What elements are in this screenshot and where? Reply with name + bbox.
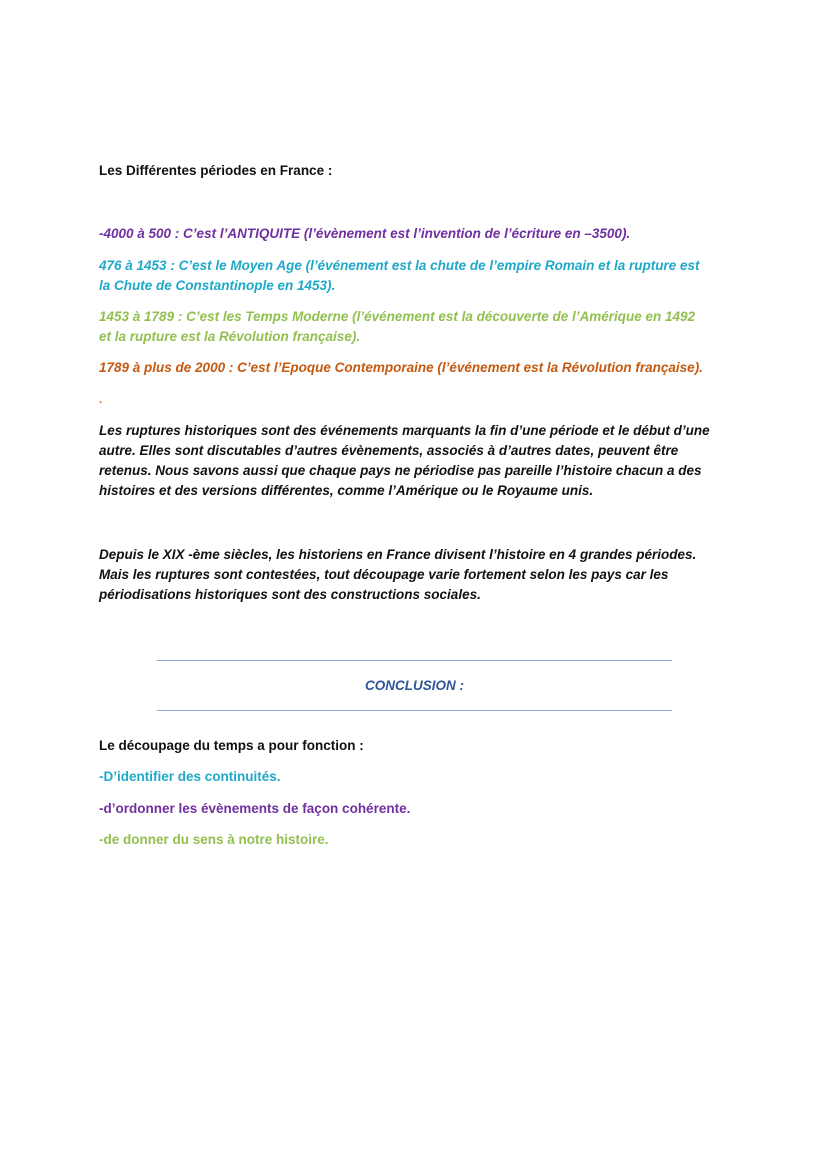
conclusion-item-ordonner: -d’ordonner les évènements de façon cohérente.: [99, 801, 411, 816]
conclusion-heading: CONCLUSION :: [365, 678, 464, 693]
paragraph-line: Mais les ruptures sont contestées, tout découpage varie fortement selon les pays car les: [99, 567, 669, 582]
paragraph-depuis: [99, 545, 739, 605]
period-temps-modernes: [99, 307, 739, 347]
conclusion-item-continuites: -D’identifier des continuités.: [99, 769, 281, 784]
paragraph-line: Les ruptures historiques sont des événements marquants la fin d’une période et le début d’une: [99, 423, 710, 438]
period-temps-modernes-line2: et la rupture est la Révolution française).: [99, 329, 361, 344]
paragraph-ruptures: [99, 421, 739, 501]
page-title: Les Différentes périodes en France :: [99, 163, 333, 178]
paragraph-line: histoires et des versions différentes, comme l’Amérique ou le Royaume unis.: [99, 483, 594, 498]
period-contemporaine: 1789 à plus de 2000 : C’est l’Epoque Contemporaine (l’événement est la Révolution française).: [99, 360, 703, 375]
paragraph-line: périodisations historiques sont des constructions sociales.: [99, 587, 481, 602]
paragraph-line: autre. Elles sont discutables d’autres évènements, associés à d’autres dates, peuvent être: [99, 443, 679, 458]
paragraph-line: Depuis le XIX -ème siècles, les historiens en France divisent l’histoire en 4 grandes périodes.: [99, 547, 697, 562]
conclusion-item-sens: -de donner du sens à notre histoire.: [99, 832, 329, 847]
period-antiquite: -4000 à 500 : C’est l’ANTIQUITE (l’évènement est l’invention de l’écriture en –3500).: [99, 226, 631, 241]
conclusion-intro: Le découpage du temps a pour fonction :: [99, 738, 364, 753]
period-moyen-age: [99, 256, 739, 296]
period-moyen-age-line2: la Chute de Constantinople en 1453).: [99, 278, 336, 293]
dot-mark: .: [99, 394, 103, 406]
period-moyen-age-line1: 476 à 1453 : C’est le Moyen Age (l’événement est la chute de l’empire Romain et la rupture est: [99, 258, 700, 273]
period-temps-modernes-line1: 1453 à 1789 : C’est les Temps Moderne (l’événement est la découverte de l’Amérique en 1492: [99, 309, 696, 324]
paragraph-line: retenus. Nous savons aussi que chaque pays ne périodise pas pareille l’histoire chacun a des: [99, 463, 702, 478]
divider-bottom: [157, 710, 672, 711]
divider-top: [157, 660, 672, 661]
